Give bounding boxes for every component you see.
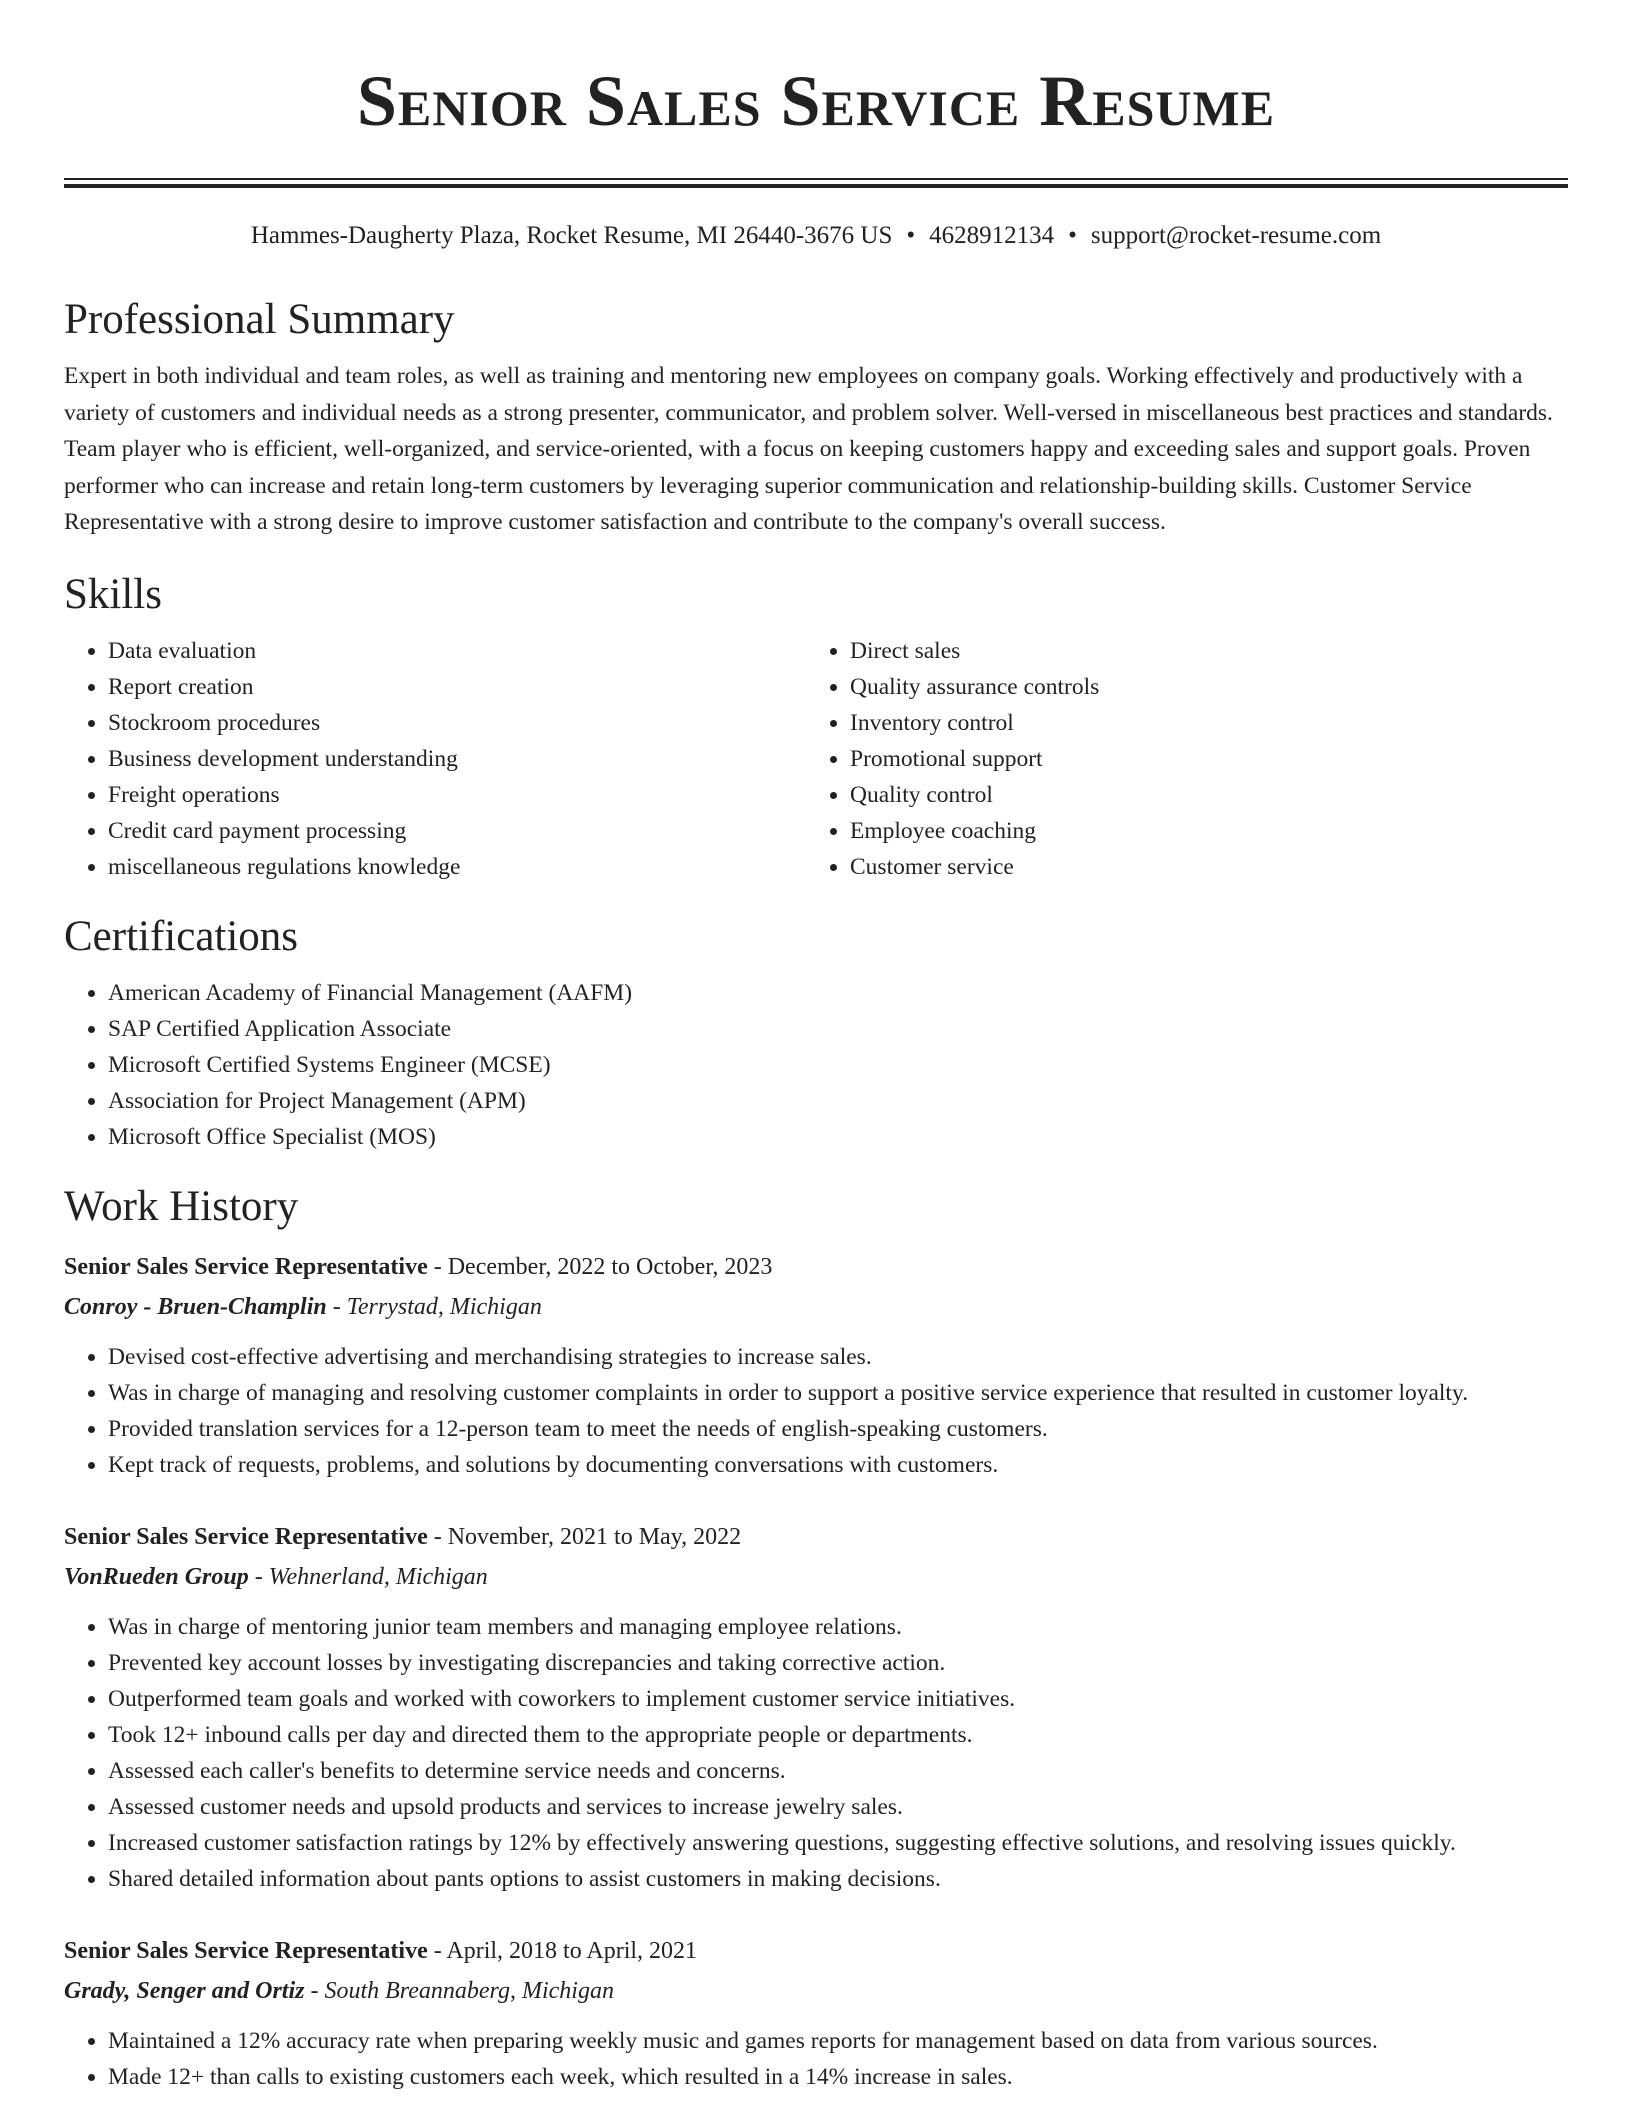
skills-column-right	[806, 633, 1548, 885]
skills-columns	[64, 633, 1568, 885]
job-bullet: • Shared detailed information about pants options to assist customers in making decisions.	[108, 1861, 1568, 1897]
job-company-line	[64, 1971, 1568, 2011]
certifications-section	[64, 909, 1568, 1155]
job-bullet: • Maintained a 12% accuracy rate when preparing weekly music and games reports for management based on data from various sources.	[108, 2023, 1568, 2059]
job-bullet: • Was in charge of mentoring junior team members and managing employee relations.	[108, 1609, 1568, 1645]
job-location: - Terrystad, Michigan	[326, 1293, 542, 1320]
job-bullets	[64, 2023, 1568, 2095]
work-history-heading: Work History	[64, 1182, 299, 1230]
certifications-heading: Certifications	[64, 912, 299, 960]
title-divider	[64, 178, 1568, 188]
skill-item: • Freight operations	[108, 777, 806, 813]
job-bullet: • Assessed each caller's benefits to determine service needs and concerns.	[108, 1753, 1568, 1789]
job-company: VonRueden Group	[64, 1563, 249, 1590]
skill-item: • Direct sales	[850, 633, 1548, 669]
skill-item: • Employee coaching	[850, 813, 1548, 849]
job-dates: - April, 2018 to April, 2021	[427, 1937, 698, 1964]
job-location: - Wehnerland, Michigan	[248, 1563, 488, 1590]
contact-separator: •	[1068, 222, 1077, 249]
job-bullet: • Outperformed team goals and worked with coworkers to implement customer service initiatives.	[108, 1681, 1568, 1717]
job-company: Conroy - Bruen-Champlin	[64, 1293, 327, 1320]
job-title-line	[64, 1247, 1568, 1287]
job-dates: - November, 2021 to May, 2022	[427, 1523, 742, 1550]
job-bullet: • Took 12+ inbound calls per day and directed them to the appropriate people or departments.	[108, 1717, 1568, 1753]
contact-address: Hammes-Daugherty Plaza, Rocket Resume, MI 26440-3676 US	[250, 222, 893, 249]
summary-section	[64, 292, 1568, 541]
job-bullet: • Kept track of requests, problems, and solutions by documenting conversations with customers.	[108, 1447, 1568, 1483]
skills-column-left	[64, 633, 806, 885]
job-bullet: • Provided translation services for a 12-person team to meet the needs of english-speaking customers.	[108, 1411, 1568, 1447]
job-entry	[64, 1517, 1568, 1897]
contact-line	[64, 220, 1568, 252]
skills-heading: Skills	[64, 570, 162, 618]
job-dates: - December, 2022 to October, 2023	[427, 1253, 773, 1280]
skill-item: • Report creation	[108, 669, 806, 705]
job-bullet: • Was in charge of managing and resolving customer complaints in order to support a positive service experience that resulted in customer loyalty.	[108, 1375, 1568, 1411]
job-title-line	[64, 1931, 1568, 1971]
skill-item: • miscellaneous regulations knowledge	[108, 849, 806, 885]
job-bullet: • Assessed customer needs and upsold products and services to increase jewelry sales.	[108, 1789, 1568, 1825]
job-company: Grady, Senger and Ortiz	[64, 1977, 305, 2004]
skills-list-right	[806, 633, 1548, 885]
job-company-line	[64, 1287, 1568, 1327]
skill-item: • Stockroom procedures	[108, 705, 806, 741]
certification-item: • Microsoft Certified Systems Engineer (MCSE)	[108, 1047, 1568, 1083]
job-location: - South Breannaberg, Michigan	[304, 1977, 614, 2004]
job-role: Senior Sales Service Representative	[64, 1937, 428, 1964]
certification-item: • Microsoft Office Specialist (MOS)	[108, 1119, 1568, 1155]
certifications-list	[64, 975, 1568, 1155]
job-entry	[64, 1931, 1568, 2095]
certification-item: • Association for Project Management (APM)	[108, 1083, 1568, 1119]
skill-item: • Business development understanding	[108, 741, 806, 777]
work-history-section	[64, 1179, 1568, 2095]
skill-item: • Data evaluation	[108, 633, 806, 669]
resume-title: Senior Sales Service Resume	[356, 61, 1276, 141]
skill-item: • Quality assurance controls	[850, 669, 1548, 705]
job-bullet: • Devised cost-effective advertising and merchandising strategies to increase sales.	[108, 1339, 1568, 1375]
job-bullet: • Prevented key account losses by investigating discrepancies and taking corrective action.	[108, 1645, 1568, 1681]
contact-separator: •	[906, 222, 916, 249]
certification-item: • American Academy of Financial Management (AAFM)	[108, 975, 1568, 1011]
job-company-line	[64, 1557, 1568, 1597]
job-bullets	[64, 1339, 1568, 1483]
skill-item: • Credit card payment processing	[108, 813, 806, 849]
job-role: Senior Sales Service Representative	[64, 1523, 428, 1550]
skill-item: • Quality control	[850, 777, 1548, 813]
job-title-line	[64, 1517, 1568, 1557]
skill-item: • Inventory control	[850, 705, 1548, 741]
summary-heading: Professional Summary	[64, 296, 455, 343]
certification-item: • SAP Certified Application Associate	[108, 1011, 1568, 1047]
skill-item: • Customer service	[850, 849, 1548, 885]
contact-phone: 4628912134	[929, 222, 1055, 249]
skills-list-left	[64, 633, 806, 885]
skills-section	[64, 567, 1568, 885]
job-role: Senior Sales Service Representative	[64, 1253, 428, 1280]
skill-item: • Promotional support	[850, 741, 1548, 777]
job-bullet: • Made 12+ than calls to existing customers each week, which resulted in a 14% increase in sales.	[108, 2059, 1568, 2095]
job-bullets	[64, 1609, 1568, 1897]
job-bullet: • Increased customer satisfaction ratings by 12% by effectively answering questions, suggesting effective solutions, and resolving issues quickly.	[108, 1825, 1568, 1861]
job-entry	[64, 1247, 1568, 1483]
contact-email: support@rocket-resume.com	[1090, 222, 1382, 249]
summary-text: Expert in both individual and team roles, as well as training and mentoring new employees on company goals. Working effectively and productively with a variety of customers and individual needs as a strong presenter, communicator, and problem solver. Well-versed in miscellaneous best practices and standards. Team player who is efficient, well-organized, and service-oriented, with a focus on keeping customers happy and exceeding sales and support goals. Proven performer who can increase and retain long-term customers by leveraging superior communication and relationship-building skills. Customer Service Representative with a strong desire to improve customer satisfaction and contribute to the company's overall success.	[64, 363, 1553, 535]
